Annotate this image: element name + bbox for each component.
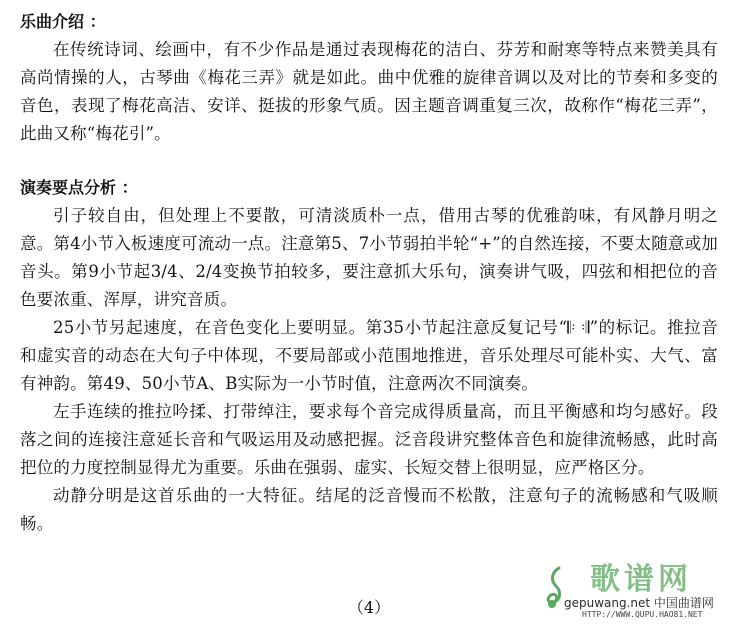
section-heading-introduction: 乐曲介绍 ： [20,12,106,31]
analysis-paragraph-4: 动静分明是这首乐曲的一大特征。结尾的泛音慢而不松散，注意句子的流畅感和气吸顺畅。 [20,486,718,533]
section-heading-performance-analysis: 演奏要点分析 ： [20,178,138,197]
watermark-url-text: HTTP://WWW.QUPU.HAO81.NET [582,610,703,619]
page-number: （4） [347,598,391,617]
introduction-paragraph: 在传统诗词、绘画中，有不少作品是通过表现梅花的洁白、芬芳和耐寒等特点来赞美具有高尚情操的人，古琴曲《梅花三弄》就是如此。曲中优雅的旋律音调以及对比的节奏和多变的音色，表现了梅花高洁、安详、挺拔的形象气质。因主题音调重复三次，故称作“梅花三弄”，此曲又称“梅花引”。 [20,40,718,143]
analysis-paragraph-1: 引子较自由，但处理上不要散，可清淡质朴一点，借用古琴的优雅韵味，有风静月明之意。第4小节入板速度可流动一点。注意第5、7小节弱拍半轮“+”的自然连接，不要太随意或加音头。第9小节起3/4、2/4变换节拍较多，要注意抓大乐句，演奏讲气吸，四弦和相把位的音色要浓重、浑厚，讲究音质。 [20,206,718,309]
analysis-paragraph-3: 左手连续的推拉吟揉、打带绰注，要求每个音完成得质量高，而且平衡感和均匀感好。段落之间的连接注意延长音和气吸运用及动感把握。泛音段讲究整体音色和旋律流畅感，此时高把位的力度控制显得尤为重要。乐曲在强弱、虚实、长短交替上很明显，应严格区分。 [20,402,718,477]
analysis-paragraph-2: 25小节另起速度，在音色变化上要明显。第35小节起注意反复记号“𝄆 𝄇”的标记。推拉音和虚实音的动态在大句子中体现，不要局部或小范围地推进，音乐处理尽可能朴实、大气、富有神韵。第49、50小节A、B实际为一小节时值，注意两次不同演奏。 [20,318,718,393]
watermark-logo: 歌谱网 [590,562,692,597]
section-spacer [20,148,718,174]
watermark-site-text: gepuwang.net 中国曲谱网 [564,596,714,610]
site-watermark [542,554,732,624]
